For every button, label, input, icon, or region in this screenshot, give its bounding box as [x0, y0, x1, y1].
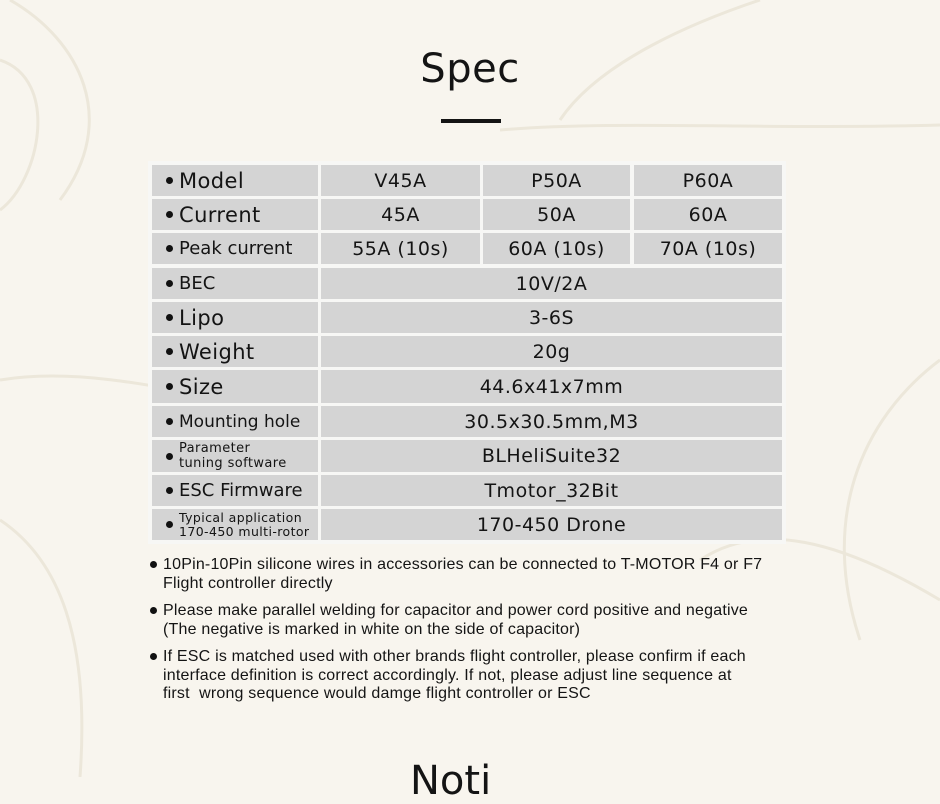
esc-firmware-value: Tmotor_32Bit	[321, 475, 782, 506]
current-cell-v45a: 45A	[321, 199, 480, 230]
spec-table	[148, 161, 786, 544]
row-label-lipo: Lipo	[152, 302, 318, 333]
row-label-esc-firmware: ESC Firmware	[152, 475, 318, 506]
model-cell-p60a: P60A	[634, 165, 782, 196]
bullet-icon	[166, 521, 173, 528]
peak-cell-v45a: 55A (10s)	[321, 233, 480, 264]
bullet-icon	[150, 561, 157, 568]
bullet-icon	[150, 653, 157, 660]
weight-value: 20g	[321, 336, 782, 367]
row-label-mounting-hole: Mounting hole	[152, 406, 318, 437]
title-underline	[441, 119, 501, 123]
bullet-icon	[166, 487, 173, 494]
tuning-software-value: BLHeliSuite32	[321, 440, 782, 472]
lipo-value: 3-6S	[321, 302, 782, 333]
bullet-icon	[166, 418, 173, 425]
current-cell-p50a: 50A	[483, 199, 630, 230]
peak-cell-p50a: 60A (10s)	[483, 233, 630, 264]
typical-application-value: 170-450 Drone	[321, 509, 782, 540]
bullet-icon	[166, 211, 173, 218]
page-title: Spec	[420, 46, 520, 92]
model-cell-v45a: V45A	[321, 165, 480, 196]
row-label-parameter-tuning: Parameter tuning software	[152, 440, 318, 472]
note-item: 10Pin-10Pin silicone wires in accessories can be connected to T-MOTOR F4 or F7 Flight controller directly	[150, 556, 810, 593]
model-cell-p50a: P50A	[483, 165, 630, 196]
bullet-icon	[166, 383, 173, 390]
bullet-icon	[166, 453, 173, 460]
bullet-icon	[166, 280, 173, 287]
next-section-title: Noti	[410, 758, 492, 804]
row-label-typical-application: Typical application 170-450 multi-rotor	[152, 509, 318, 540]
bec-value: 10V/2A	[321, 268, 782, 299]
bullet-icon	[166, 177, 173, 184]
bullet-icon	[166, 314, 173, 321]
note-item: Please make parallel welding for capacitor and power cord positive and negative (The negative is marked in white on the side of capacitor)	[150, 602, 810, 639]
bullet-icon	[150, 607, 157, 614]
notes-list	[150, 556, 810, 713]
row-label-model: Model	[152, 165, 318, 196]
row-label-bec: BEC	[152, 268, 318, 299]
peak-cell-p60a: 70A (10s)	[634, 233, 782, 264]
size-value: 44.6x41x7mm	[321, 370, 782, 403]
row-label-size: Size	[152, 370, 318, 403]
bullet-icon	[166, 245, 173, 252]
row-label-peak-current: Peak current	[152, 233, 318, 264]
bullet-icon	[166, 348, 173, 355]
note-item: If ESC is matched used with other brands flight controller, please confirm if each interface definition is correct accordingly. If not, please adjust line sequence at first wrong sequence would damge flight controller or ESC	[150, 648, 810, 704]
row-label-weight: Weight	[152, 336, 318, 367]
current-cell-p60a: 60A	[634, 199, 782, 230]
row-label-current: Current	[152, 199, 318, 230]
mounting-hole-value: 30.5x30.5mm,M3	[321, 406, 782, 437]
